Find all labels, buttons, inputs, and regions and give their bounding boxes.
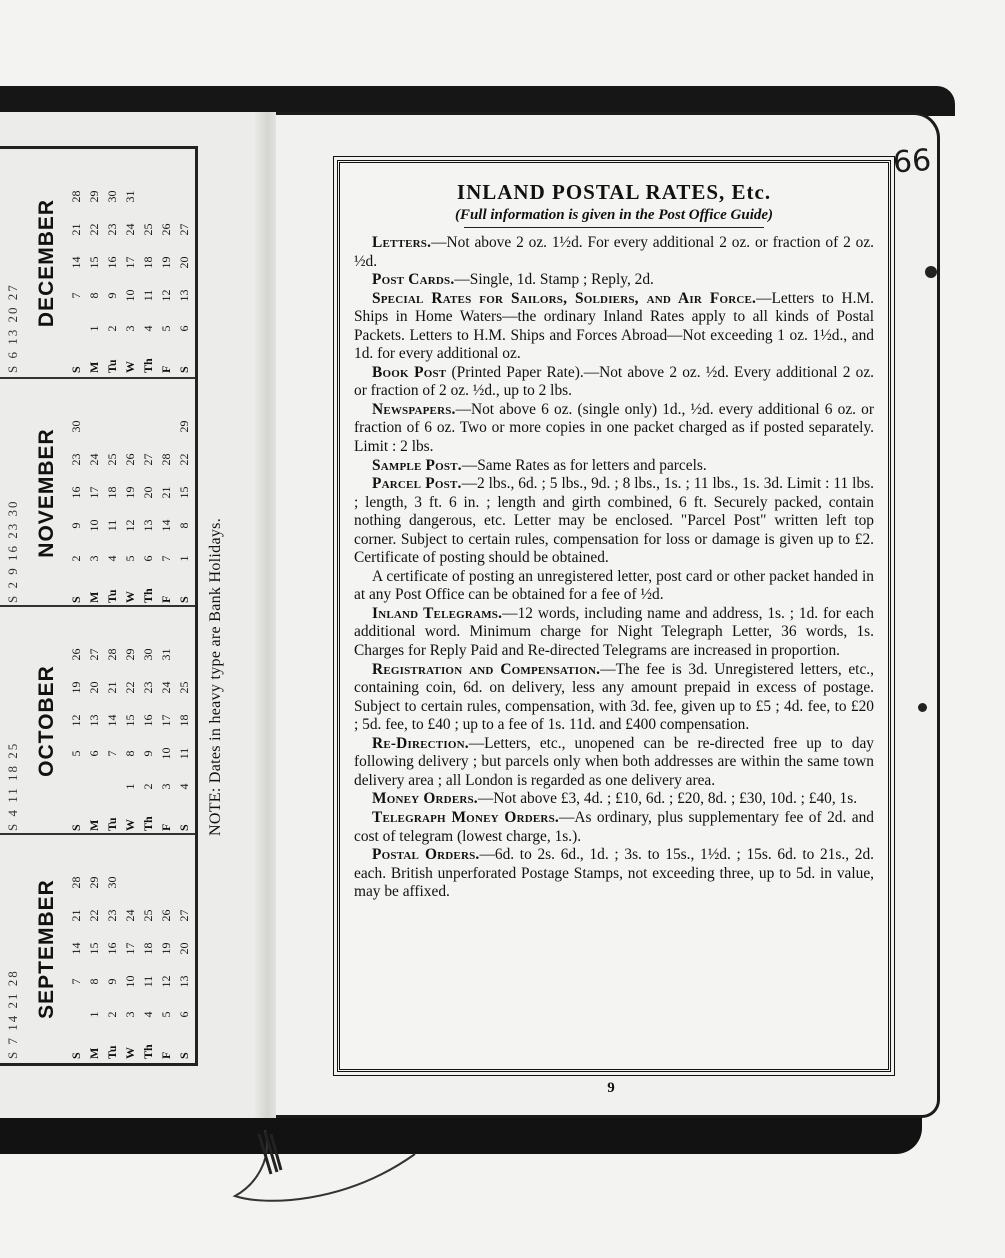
calendar-weekday-label: S [177, 824, 191, 831]
calendar-date: 28 [69, 876, 83, 889]
calendar-date [104, 770, 120, 803]
calendar-date: 6 [141, 555, 155, 562]
calendar-date [176, 180, 192, 213]
calendar-date: 20 [141, 486, 155, 499]
calendar-date: 8 [87, 292, 101, 299]
calendar-weekday-label: M [87, 591, 101, 603]
calendar-date [158, 866, 174, 899]
calendar-date: 27 [177, 223, 191, 236]
calendar-date: 1 [87, 1011, 101, 1018]
calendar-weekday-label: S [177, 366, 191, 373]
rate-heading: Inland Telegrams. [372, 604, 503, 622]
rate-heading: Special Rates for Sailors, Soldiers, and Air Force. [372, 289, 757, 307]
calendar-weekday-row [140, 607, 156, 835]
calendar-weekday-row [104, 149, 120, 377]
calendar-date: 17 [123, 942, 137, 955]
calendar-date: 2 [105, 325, 119, 332]
calendar-date: 20 [177, 256, 191, 269]
calendar-date: 11 [177, 747, 191, 760]
calendar-date: 9 [141, 750, 155, 757]
calendar-panel [0, 146, 198, 1066]
rate-text: —The fee is 3d. Unregistered letters, etc., containing coin, 6d. on delivery, less any amount prepaid in excess of postage. Subject to certain rules, compensation, with 3d. fee, given up to £5 ; 4d. fee, to £20 ; 5d. fee, to £40 ; up to a fee of 1s. 11d. and £400 compensation. [354, 660, 874, 734]
rate-text: —As ordinary, plus supplementary fee of 2d. and cost of telegram (lowest charge, 1s.). [354, 808, 874, 845]
rate-paragraph [354, 475, 874, 568]
calendar-weekday-row [104, 835, 120, 1063]
calendar-date: 28 [69, 190, 83, 203]
rate-paragraph [354, 605, 874, 661]
calendar-date: 28 [159, 453, 173, 466]
calendar-date: 9 [105, 978, 119, 985]
rate-heading: Money Orders. [372, 790, 478, 808]
rates-title: INLAND POSTAL RATES, Etc. [456, 180, 772, 204]
calendar-month-rotated [0, 607, 195, 835]
rate-paragraph [354, 234, 874, 271]
rate-text: A certificate of posting an unregistered letter, post card or other packet handed in at any Post Office can be obtained for a fee of ½d. [354, 567, 874, 604]
rate-text: —Letters, etc., unopened can be re-directed free up to day following delivery ; but parcels only when both addresses are within the same town delivery area ; all London is regarded as one delivery area. [354, 734, 874, 789]
calendar-date: 21 [105, 681, 119, 694]
calendar-date: 21 [69, 909, 83, 922]
calendar-weekday-label: Tu [105, 817, 119, 831]
rate-text: —Single, 1d. Stamp ; Reply, 2d. [454, 271, 654, 289]
calendar-weekday-row [176, 379, 192, 607]
calendar-date: 22 [177, 453, 191, 466]
calendar-date: 23 [69, 453, 83, 466]
calendar-date: 5 [159, 1011, 173, 1018]
rate-heading: Postal Orders. [372, 846, 480, 864]
calendar-weekday-row [176, 607, 192, 835]
title-rule [464, 227, 764, 228]
calendar-weekday-label: S [69, 596, 83, 603]
calendar-date: 20 [87, 681, 101, 694]
calendar-date: 15 [123, 714, 137, 727]
rate-text: —2 lbs., 6d. ; 5 lbs., 9d. ; 8 lbs., 1s. ; 11 lbs., 1s. 3d. Limit : 11 lbs. ; length, 3 ft. 6 in. ; length and girth combined, 6 ft. Securely packed, contain nothing dangerous, etc. Letter may be enclosed. "Parcel Post" written left top corner. Subject to certain rules, compensation for loss or damage is given up to £2. Certificate of posting should be obtained. [354, 475, 874, 567]
calendar-date: 7 [69, 292, 83, 299]
calendar-date: 12 [159, 289, 173, 302]
calendar-date: 21 [69, 223, 83, 236]
calendar-date: 22 [87, 909, 101, 922]
calendar-weekday-label: S [177, 1052, 191, 1059]
calendar-sunday-line: S 4 11 18 25 [5, 741, 20, 831]
calendar-weekday-label: W [123, 1047, 137, 1059]
calendar-weekday-row [176, 835, 192, 1063]
calendar-date: 30 [69, 420, 83, 433]
calendar-sunday-line: S 2 9 16 23 30 [5, 499, 20, 603]
calendar-weekday-label: F [159, 1051, 173, 1059]
calendar-weekday-row [122, 607, 138, 835]
calendar-date [176, 638, 192, 671]
calendar-date: 29 [87, 876, 101, 889]
rate-heading: Re-Direction. [372, 734, 469, 752]
rate-heading: Telegraph Money Orders. [372, 808, 559, 826]
rate-text: —12 words, including name and address, 1s. ; 1d. for each additional word. Minimum charge for Night Telegraph Letter, 36 words, 1s. Charges for Reply Paid and Re-directed Telegrams are increased in proportion. [354, 604, 874, 660]
rate-heading: Post Cards. [372, 271, 455, 289]
calendar-month-name: OCTOBER [35, 665, 58, 777]
calendar-date: 10 [87, 519, 101, 532]
calendar-date [68, 312, 84, 345]
calendar-weekday-row [86, 149, 102, 377]
book-cover-bottom [0, 1112, 922, 1154]
calendar-weekday-label: Th [141, 816, 155, 831]
calendar-weekday-row [158, 149, 174, 377]
calendar-weekday-label: S [69, 824, 83, 831]
calendar-weekday-row [140, 149, 156, 377]
calendar-date: 9 [69, 522, 83, 529]
rate-paragraph [354, 290, 874, 364]
calendar-date [68, 770, 84, 803]
rate-paragraph [354, 661, 874, 735]
rate-text: (Printed Paper Rate).—Not above 2 oz. ½d. Every additional 2 oz. or fraction of 2 oz. ½d., up to 2 lbs. [354, 363, 874, 400]
calendar-date: 27 [87, 648, 101, 661]
calendar-weekday-label: Th [141, 1044, 155, 1059]
calendar-date [158, 180, 174, 213]
calendar-date: 31 [123, 190, 137, 203]
calendar-date: 27 [141, 453, 155, 466]
calendar-date: 17 [123, 256, 137, 269]
rate-heading: Parcel Post. [372, 475, 462, 493]
calendar-date: 26 [123, 453, 137, 466]
calendar-date [122, 866, 138, 899]
calendar-date [140, 180, 156, 213]
calendar-date: 26 [69, 648, 83, 661]
calendar-day-grid [68, 149, 192, 377]
calendar-weekday-row [86, 379, 102, 607]
calendar-date: 14 [69, 256, 83, 269]
calendar-date: 15 [177, 486, 191, 499]
rate-paragraph [354, 457, 874, 476]
calendar-weekday-row [68, 149, 84, 377]
calendar-date: 4 [177, 783, 191, 790]
calendar-weekday-row [68, 379, 84, 607]
rate-paragraph [354, 809, 874, 846]
calendar-weekday-label: S [69, 366, 83, 373]
calendar-month-december [0, 149, 195, 377]
calendar-date [68, 998, 84, 1031]
calendar-date: 28 [105, 648, 119, 661]
calendar-date: 11 [141, 289, 155, 302]
calendar-date: 10 [123, 975, 137, 988]
calendar-sunday-line: S 6 13 20 27 [5, 283, 20, 373]
calendar-date: 19 [123, 486, 137, 499]
calendar-date: 12 [159, 975, 173, 988]
calendar-month-october [0, 605, 195, 833]
rate-text: —6d. to 2s. 6d., 1d. ; 3s. to 15s., 1½d. ; 15s. 6d. to 21s., 2d. each. British unperforated Postage Stamps, not exceeding three, up to 5d. in value, may be affixed. [354, 846, 874, 901]
calendar-date: 14 [159, 519, 173, 532]
calendar-date [158, 410, 174, 443]
calendar-date: 9 [105, 292, 119, 299]
calendar-month-september [0, 833, 195, 1061]
calendar-month-november [0, 377, 195, 605]
calendar-date: 4 [141, 1011, 155, 1018]
calendar-date: 5 [159, 325, 173, 332]
calendar-date: 19 [69, 681, 83, 694]
calendar-weekday-label: Tu [105, 589, 119, 603]
rate-text: —Not above 6 oz. (single only) 1d., ½d. every additional 6 oz. or fraction of 6 oz. Two or more copies in one packet charged as if posted separately. Limit : 2 lbs. [354, 400, 874, 456]
calendar-date: 7 [69, 978, 83, 985]
calendar-weekday-row [104, 379, 120, 607]
calendar-date: 24 [123, 223, 137, 236]
calendar-date: 8 [177, 522, 191, 529]
calendar-weekday-label: M [87, 819, 101, 831]
calendar-weekday-label: W [123, 591, 137, 603]
calendar-weekday-row [122, 835, 138, 1063]
calendar-weekday-row [140, 835, 156, 1063]
calendar-date: 17 [159, 714, 173, 727]
calendar-date: 22 [87, 223, 101, 236]
page-mark [925, 266, 937, 278]
calendar-date: 26 [159, 909, 173, 922]
calendar-weekday-label: S [69, 1052, 83, 1059]
calendar-month-rotated [0, 835, 195, 1063]
calendar-date: 6 [177, 325, 191, 332]
rate-text: —Same Rates as for letters and parcels. [461, 456, 707, 474]
calendar-weekday-row [104, 607, 120, 835]
calendar-date: 24 [123, 909, 137, 922]
calendar-date: 30 [105, 190, 119, 203]
calendar-date: 23 [105, 909, 119, 922]
rate-text: —Letters to H.M. Ships in Home Waters—the ordinary Inland Rates apply to all kinds of Postal Packets. Letters to H.M. Ships and Forces Abroad—Not exceeding 1 oz. 1½d., and 1d. for every additional oz. [354, 289, 874, 363]
calendar-weekday-row [158, 607, 174, 835]
calendar-date: 7 [159, 555, 173, 562]
calendar-weekday-label: Tu [105, 1045, 119, 1059]
calendar-date: 1 [177, 555, 191, 562]
calendar-weekday-row [122, 379, 138, 607]
calendar-date: 18 [141, 256, 155, 269]
rate-heading: Sample Post. [372, 456, 462, 474]
calendar-weekday-label: F [159, 365, 173, 373]
calendar-date: 1 [123, 783, 137, 790]
calendar-date: 10 [123, 289, 137, 302]
calendar-date [104, 410, 120, 443]
calendar-date: 19 [159, 942, 173, 955]
calendar-weekday-row [176, 149, 192, 377]
calendar-date: 3 [123, 1011, 137, 1018]
calendar-sunday-line: S 7 14 21 28 [5, 969, 20, 1059]
calendar-date: 2 [141, 783, 155, 790]
calendar-date: 25 [105, 453, 119, 466]
calendar-date: 7 [105, 750, 119, 757]
calendar-weekday-label: W [123, 361, 137, 373]
calendar-date: 18 [177, 714, 191, 727]
rate-paragraph [354, 271, 874, 290]
calendar-date: 4 [141, 325, 155, 332]
calendar-weekday-row [122, 149, 138, 377]
calendar-date: 19 [159, 256, 173, 269]
calendar-date: 23 [141, 681, 155, 694]
calendar-date: 22 [123, 681, 137, 694]
calendar-date: 8 [123, 750, 137, 757]
calendar-date: 29 [87, 190, 101, 203]
calendar-date: 30 [105, 876, 119, 889]
rate-heading: Newspapers. [372, 400, 456, 418]
calendar-date: 14 [105, 714, 119, 727]
calendar-date [86, 410, 102, 443]
handwritten-page-number: 66 [891, 142, 933, 181]
calendar-date: 23 [105, 223, 119, 236]
calendar-date: 21 [159, 486, 173, 499]
calendar-date: 16 [105, 256, 119, 269]
rate-text: —Not above £3, 4d. ; £10, 6d. ; £20, 8d. ; £30, 10d. ; £40, 1s. [477, 790, 858, 808]
calendar-date: 2 [69, 555, 83, 562]
calendar-date: 15 [87, 256, 101, 269]
calendar-date: 10 [159, 747, 173, 760]
calendar-weekday-row [140, 379, 156, 607]
calendar-date: 5 [123, 555, 137, 562]
bank-holiday-note: NOTE: Dates in heavy type are Bank Holidays. [207, 517, 224, 836]
calendar-weekday-label: M [87, 1047, 101, 1059]
calendar-date: 25 [177, 681, 191, 694]
calendar-date: 3 [123, 325, 137, 332]
calendar-date: 14 [69, 942, 83, 955]
calendar-date: 29 [123, 648, 137, 661]
calendar-weekday-row [68, 835, 84, 1063]
calendar-weekday-label: Th [141, 358, 155, 373]
calendar-month-name: DECEMBER [35, 198, 58, 328]
calendar-weekday-label: Th [141, 588, 155, 603]
calendar-date: 29 [177, 420, 191, 433]
calendar-date: 15 [87, 942, 101, 955]
calendar-date: 2 [105, 1011, 119, 1018]
calendar-weekday-row [86, 607, 102, 835]
calendar-weekday-row [68, 607, 84, 835]
calendar-date: 4 [105, 555, 119, 562]
calendar-day-grid [68, 607, 192, 835]
rate-paragraph [354, 790, 874, 809]
calendar-date: 18 [141, 942, 155, 955]
calendar-date: 12 [123, 519, 137, 532]
calendar-date [176, 866, 192, 899]
calendar-date: 30 [141, 648, 155, 661]
rate-heading: Letters. [372, 234, 432, 251]
calendar-day-grid [68, 835, 192, 1063]
page-number: 9 [607, 1080, 615, 1096]
calendar-date: 13 [177, 289, 191, 302]
rate-paragraph [354, 364, 874, 401]
calendar-weekday-label: Tu [105, 359, 119, 373]
rate-paragraph [354, 401, 874, 457]
calendar-date: 17 [87, 486, 101, 499]
calendar-weekday-label: S [177, 596, 191, 603]
calendar-date [140, 410, 156, 443]
calendar-date: 11 [141, 975, 155, 988]
rate-paragraph [354, 846, 874, 902]
calendar-date: 8 [87, 978, 101, 985]
calendar-weekday-label: W [123, 819, 137, 831]
calendar-month-rotated [0, 149, 195, 377]
calendar-date: 6 [87, 750, 101, 757]
calendar-date: 6 [177, 1011, 191, 1018]
calendar-date: 12 [69, 714, 83, 727]
calendar-date: 24 [87, 453, 101, 466]
rate-heading: Book Post [372, 363, 447, 381]
calendar-date: 18 [105, 486, 119, 499]
rates-body [354, 234, 874, 902]
rate-heading: Registration and Compensation. [372, 660, 601, 678]
calendar-day-grid [68, 379, 192, 607]
calendar-weekday-row [158, 379, 174, 607]
calendar-date: 1 [87, 325, 101, 332]
postal-rates-box [337, 160, 891, 1072]
calendar-weekday-row [86, 835, 102, 1063]
calendar-date: 13 [141, 519, 155, 532]
calendar-date: 3 [87, 555, 101, 562]
calendar-weekday-label: M [87, 361, 101, 373]
calendar-date: 3 [159, 783, 173, 790]
calendar-date: 13 [177, 975, 191, 988]
calendar-month-name: SEPTEMBER [35, 879, 58, 1019]
rates-subtitle: (Full information is given in the Post Office Guide) [454, 207, 774, 223]
calendar-date: 16 [141, 714, 155, 727]
calendar-date: 27 [177, 909, 191, 922]
rate-text: —Not above 2 oz. 1½d. For every additional 2 oz. or fraction of 2 oz. ½d. [354, 234, 874, 270]
calendar-weekday-label: F [159, 595, 173, 603]
rate-paragraph [354, 568, 874, 605]
calendar-date [122, 410, 138, 443]
calendar-date: 13 [87, 714, 101, 727]
calendar-date: 25 [141, 909, 155, 922]
calendar-weekday-label: F [159, 823, 173, 831]
calendar-date: 16 [69, 486, 83, 499]
calendar-date: 20 [177, 942, 191, 955]
calendar-date: 31 [159, 648, 173, 661]
calendar-weekday-row [158, 835, 174, 1063]
calendar-date: 26 [159, 223, 173, 236]
calendar-date: 11 [105, 519, 119, 532]
calendar-date: 24 [159, 681, 173, 694]
calendar-date: 25 [141, 223, 155, 236]
ribbon-tassel [225, 1130, 425, 1220]
calendar-month-name: NOVEMBER [35, 428, 58, 558]
calendar-date: 5 [69, 750, 83, 757]
rate-paragraph [354, 735, 874, 791]
calendar-date: 16 [105, 942, 119, 955]
calendar-date [140, 866, 156, 899]
calendar-date [86, 770, 102, 803]
calendar-month-rotated [0, 379, 195, 607]
page-mark [918, 703, 927, 712]
